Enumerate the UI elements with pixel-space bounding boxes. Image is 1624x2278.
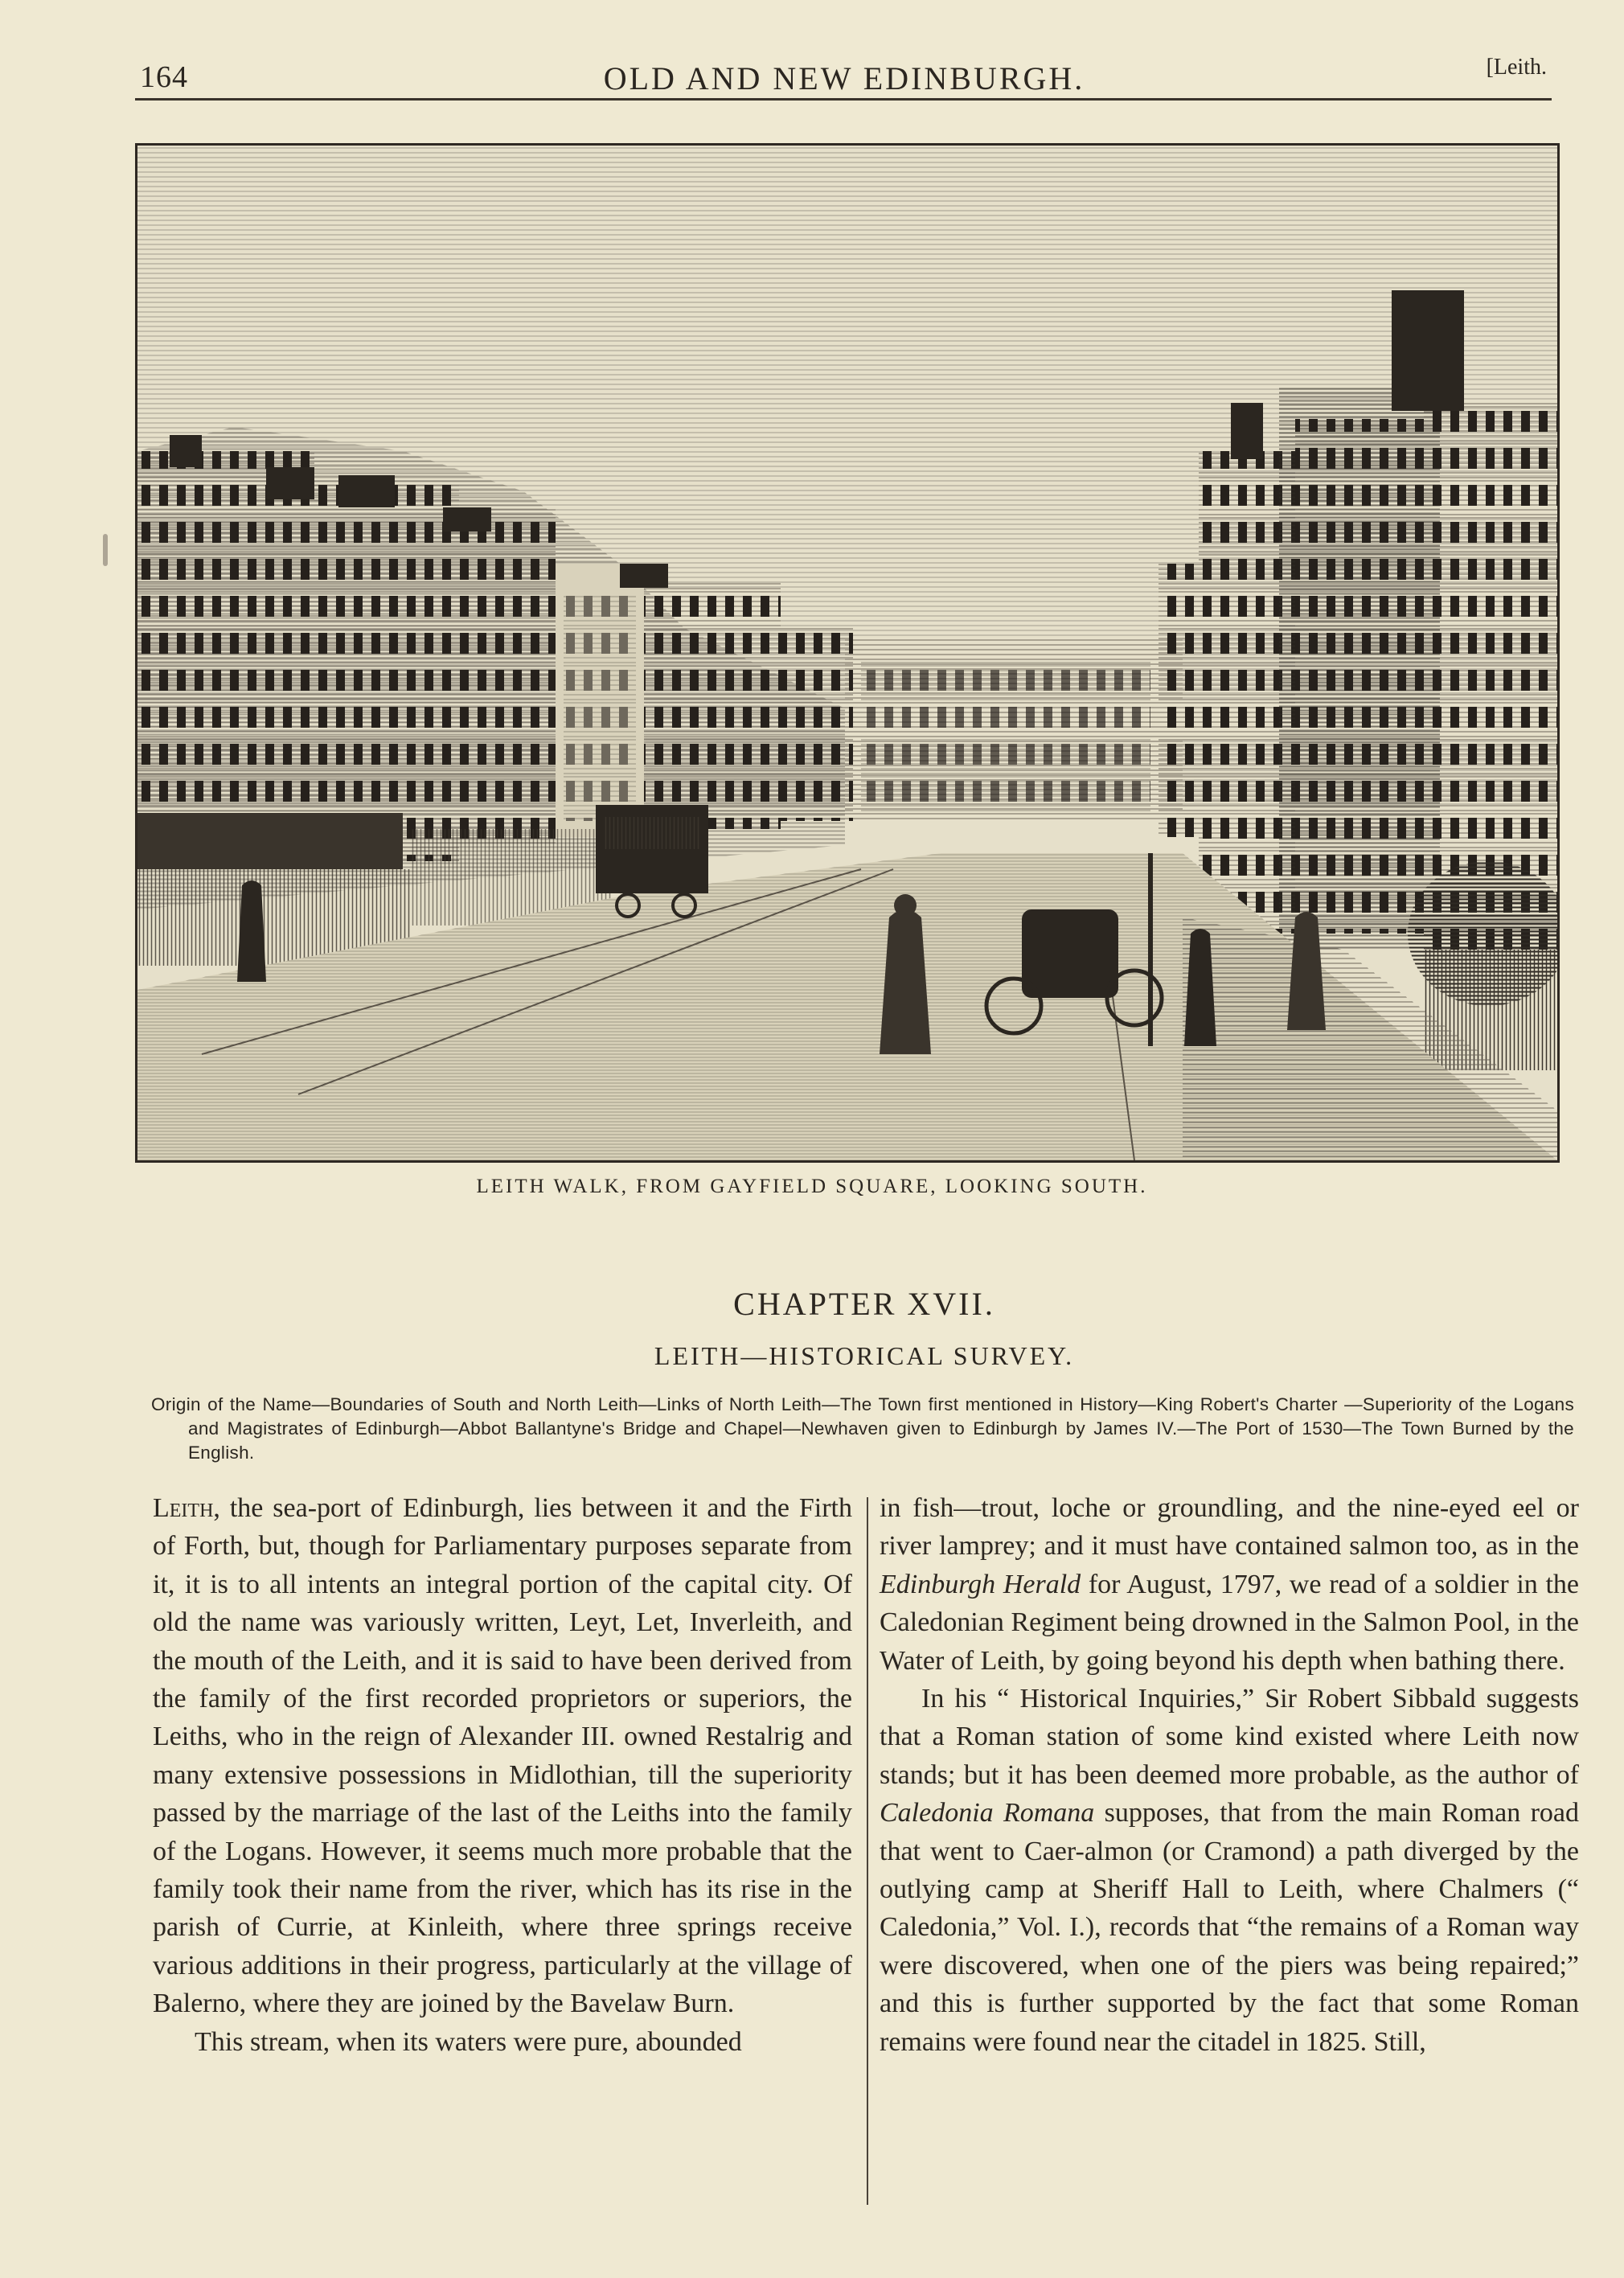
margin-mark	[103, 534, 108, 566]
italic-title: Caledonia Romana	[880, 1798, 1095, 1829]
paragraph-text: in fish—trout, loche or groundling, and the nine-eyed eel or river lamprey; and it must have contained salmon too, as in the	[880, 1493, 1579, 1562]
paragraph: This stream, when its waters were pure, abounded	[195, 2026, 742, 2057]
section-tag: [Leith.	[1486, 55, 1547, 80]
paragraph	[153, 1489, 852, 2023]
paragraph-text: the sea-port of Edinburgh, lies between it and the Firth of Forth, but, though for Parliamentary purposes separate from it, it is to all intents an integral portion of the capital city. Of old the name was variously written, Leyt, Let, Inverleith, and the mouth of the Leith, and it is said to have been derived from the family of the first recorded proprietors or superiors, the Leiths, who in the reign of Alexander III. owned Restalrig and many extensive possessions in Midlothian, till the superiority passed by the marriage of the last of the Leiths into the family of the Logans. However, it seems much more probable that the family took their name from the river, which has its rise in the parish of Currie, at Kinleith, where three springs receive various additions in their progress, particularly at the village of Balerno, where they are joined by the Bavelaw Burn.	[153, 1493, 852, 2019]
right-column	[880, 1489, 1579, 2061]
paragraph	[880, 1489, 1579, 1680]
italic-title: Edinburgh Herald	[880, 1569, 1081, 1599]
book-title: OLD AND NEW EDINBURGH.	[603, 60, 1085, 96]
paragraph-text: for August, 1797, we read of a soldier in the Caledonian Regiment being drowned in the Salmon Pool, in the Water of Leith, by going beyond his depth when bathing there.	[880, 1569, 1579, 1676]
running-head	[137, 53, 1552, 105]
column-rule	[867, 1497, 868, 2205]
left-column	[153, 1489, 852, 2061]
paragraph-text: supposes, that from the main Roman road that went to Caer-almon (or Cramond) a path diverged by the outlying camp at Sheriff Hall to Leith, where Chalmers (“ Caledonia,” Vol. I.), records that “the remains of a Roman way were discovered, when one of the piers was being repaired;” and this is further supported by the fact that some Roman remains were found near the citadel in 1825. Still,	[880, 1798, 1579, 2057]
chapter-synopsis	[151, 1393, 1574, 1465]
paragraph-text: In his “ Historical Inquiries,” Sir Robert Sibbald suggests that a Roman station of some kind existed where Leith now stands; but it has been deemed more probable, as the author of	[880, 1684, 1579, 1790]
engraving-leith-walk	[135, 143, 1560, 1163]
opening-word: Leith,	[153, 1493, 220, 1523]
paragraph	[880, 1680, 1579, 2061]
page-number: 164	[140, 60, 188, 94]
chapter-title: LEITH—HISTORICAL SURVEY.	[654, 1341, 1075, 1370]
chapter-number: CHAPTER XVII.	[733, 1286, 995, 1322]
synopsis-text: Origin of the Name—Boundaries of South and North Leith—Links of North Leith—The Town first mentioned in History—King Robert's Charter —Superiority of the Logans and Magistrates of Edinburgh—Abbot Ballantyne's Bridge and Chapel—Newhaven given to Edinburgh by James IV.—The Port of 1530—The Town Burned by the English.	[151, 1394, 1574, 1463]
engraving-illustration	[137, 146, 1557, 1160]
illustration-caption: LEITH WALK, FROM GAYFIELD SQUARE, LOOKING SOUTH.	[476, 1176, 1148, 1197]
header-rule	[135, 98, 1552, 101]
